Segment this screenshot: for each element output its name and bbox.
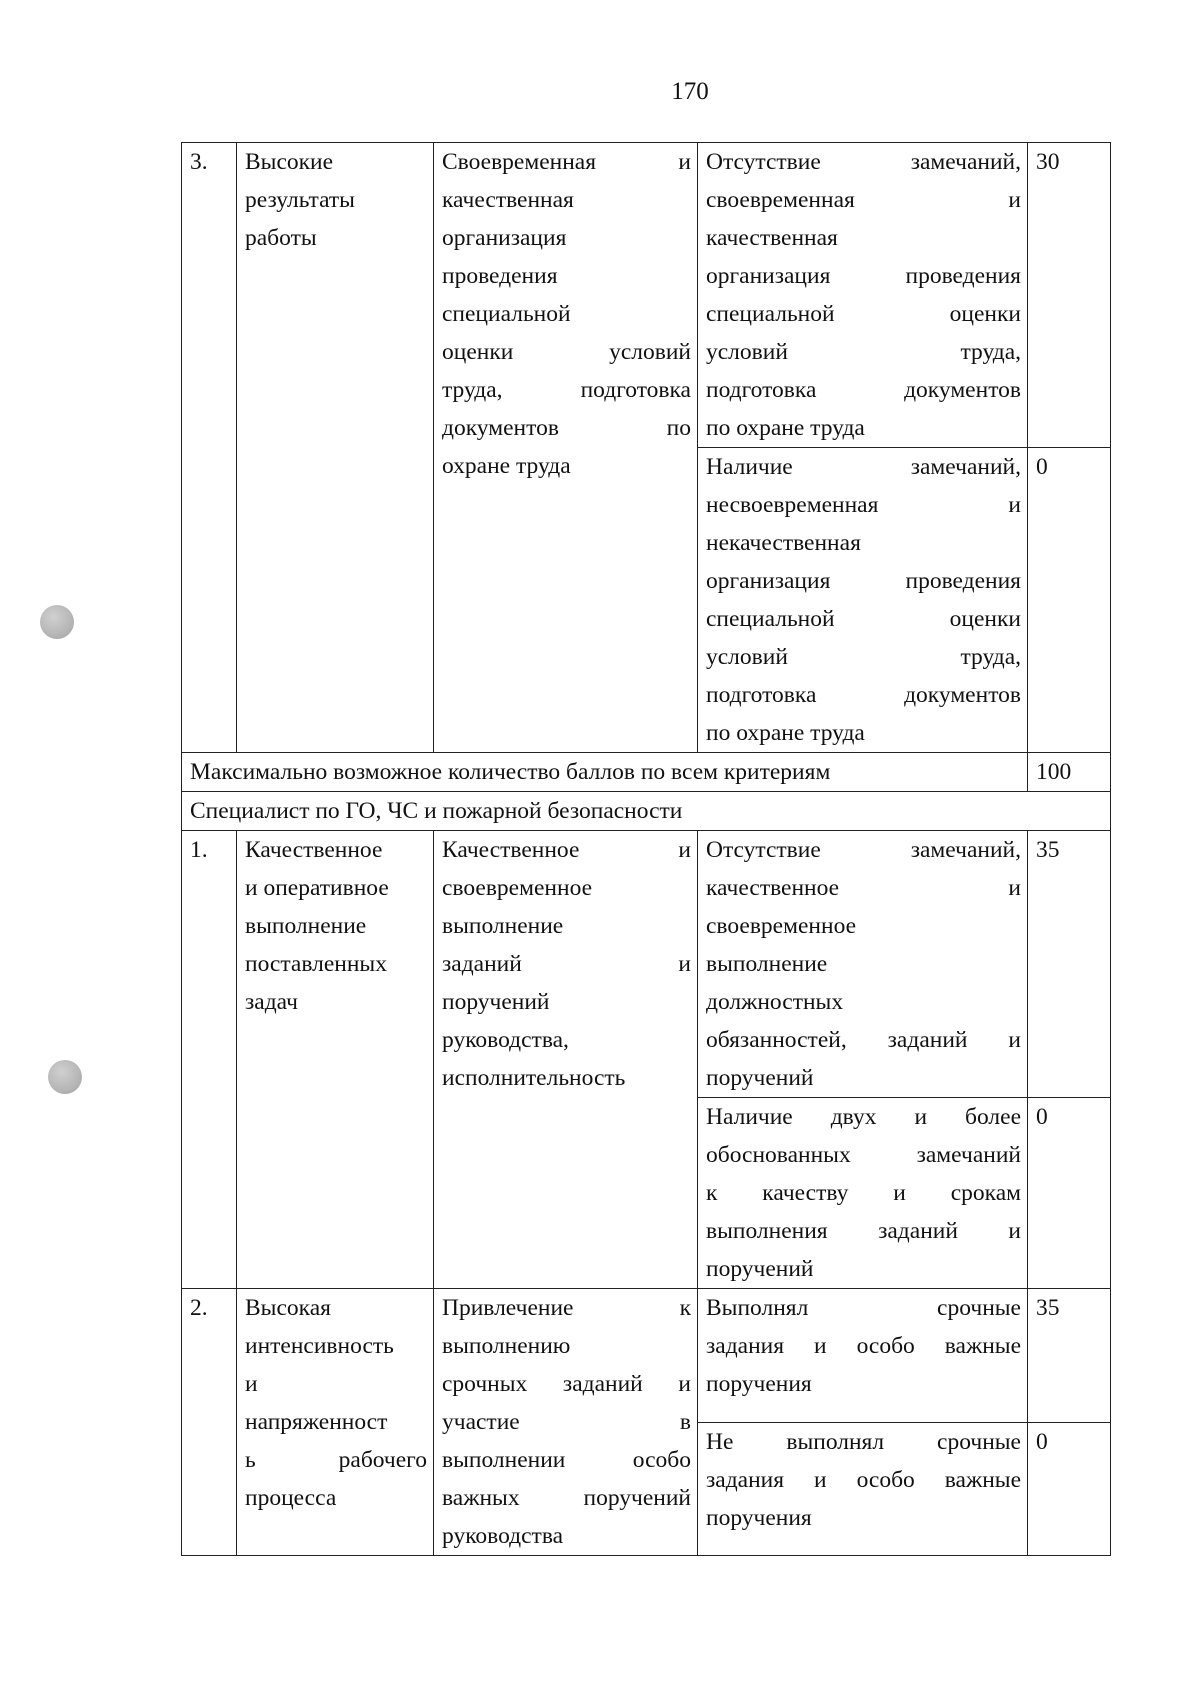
text-line: подготовка документов — [706, 377, 1021, 403]
text-line: участие в — [442, 1409, 691, 1435]
row-number: 1. — [182, 831, 237, 1289]
text-line: качественное и — [706, 875, 1021, 901]
criteria-table — [181, 142, 1111, 1556]
text-line: руководства — [442, 1523, 564, 1549]
score-cell: 35 — [1028, 1289, 1111, 1423]
condition-cell — [698, 143, 1028, 448]
score-cell: 0 — [1028, 1422, 1111, 1556]
text-line: выполнению — [442, 1333, 571, 1359]
max-score-label: Максимально возможное количество баллов по всем критериям — [182, 753, 1028, 792]
condition-cell — [698, 1289, 1028, 1423]
text-line: выполнение — [442, 913, 564, 939]
text-line: поручений — [706, 1256, 814, 1282]
score-cell: 0 — [1028, 448, 1111, 753]
text-line: и оперативное — [245, 875, 389, 901]
text-line: Привлечение к — [442, 1295, 691, 1321]
criterion-name — [237, 1289, 434, 1556]
text-line: некачественная — [706, 530, 861, 556]
text-line: выполнение — [706, 951, 828, 977]
criterion-indicator — [434, 143, 698, 753]
text-line: задания и особо важные — [706, 1466, 1021, 1493]
text-line: поручений — [442, 989, 550, 1015]
text-line: Качественное и — [442, 837, 691, 863]
text-line: и — [245, 1371, 258, 1397]
table-row — [182, 831, 1111, 1098]
text-line: специальной — [442, 301, 571, 327]
text-line: интенсивность — [245, 1333, 394, 1359]
condition-cell — [698, 448, 1028, 753]
text-line: напряженност — [245, 1409, 388, 1435]
table-row — [182, 1289, 1111, 1423]
punch-hole-mark — [40, 605, 74, 639]
text-line: условий труда, — [706, 644, 1021, 670]
text-line: качественная — [442, 187, 574, 213]
text-line: к качеству и срокам — [706, 1180, 1021, 1206]
text-line: заданий и — [442, 951, 691, 977]
table-row — [182, 753, 1111, 792]
text-line: Выполнял срочные — [706, 1295, 1021, 1321]
text-line: исполнительность — [442, 1065, 626, 1091]
section-title: Специалист по ГО, ЧС и пожарной безопасности — [182, 792, 1111, 831]
max-score-value: 100 — [1028, 753, 1111, 792]
text-line: охране труда — [442, 453, 571, 479]
text-line: срочных заданий и — [442, 1371, 691, 1397]
text-line: обязанностей, заданий и — [706, 1027, 1021, 1053]
text-line: документов по — [442, 415, 691, 441]
text-line: поручения — [706, 1504, 812, 1531]
score-cell: 30 — [1028, 143, 1111, 448]
text-line: руководства, — [442, 1027, 569, 1053]
text-line: обоснованных замечаний — [706, 1142, 1021, 1168]
text-line: Наличие замечаний, — [706, 454, 1021, 480]
text-line: Высокая — [245, 1295, 331, 1321]
text-line: процесса — [245, 1485, 337, 1511]
criterion-indicator — [434, 1289, 698, 1556]
text-line: Отсутствие замечаний, — [706, 837, 1021, 863]
text-line: своевременное — [442, 875, 593, 901]
text-line: условий труда, — [706, 339, 1021, 365]
text-line: Отсутствие замечаний, — [706, 149, 1021, 175]
text-line: Своевременная и — [442, 149, 691, 175]
text-line: выполнение — [245, 913, 367, 939]
text-line: должностных — [706, 989, 844, 1015]
text-line: поручения — [706, 1371, 812, 1397]
text-line: выполнении особо — [442, 1447, 691, 1473]
criterion-name — [237, 143, 434, 753]
score-cell: 35 — [1028, 831, 1111, 1098]
text-line: результаты — [245, 187, 355, 213]
text-line: проведения — [442, 263, 558, 289]
score-cell: 0 — [1028, 1098, 1111, 1289]
text-line: оценки условий — [442, 339, 691, 365]
condition-cell — [698, 831, 1028, 1098]
text-line: Качественное — [245, 837, 383, 863]
text-line: труда, подготовка — [442, 377, 691, 403]
text-line: специальной оценки — [706, 606, 1021, 632]
text-line: ь рабочего — [245, 1447, 427, 1473]
text-line: важных поручений — [442, 1485, 691, 1511]
row-number: 2. — [182, 1289, 237, 1556]
text-line: работы — [245, 225, 317, 251]
text-line: организация проведения — [706, 263, 1021, 289]
row-number: 3. — [182, 143, 237, 753]
text-line: организация проведения — [706, 568, 1021, 594]
text-line: по охране труда — [706, 720, 865, 746]
criterion-indicator — [434, 831, 698, 1289]
text-line: несвоевременная и — [706, 492, 1021, 518]
table-row — [182, 792, 1111, 831]
text-line: выполнения заданий и — [706, 1218, 1021, 1244]
text-line: организация — [442, 225, 567, 251]
table-row — [182, 143, 1111, 448]
condition-cell — [698, 1098, 1028, 1289]
punch-hole-mark — [48, 1060, 82, 1094]
text-line: специальной оценки — [706, 301, 1021, 327]
page-number: 170 — [671, 78, 709, 105]
text-line: подготовка документов — [706, 682, 1021, 708]
text-line: поручений — [706, 1065, 814, 1091]
text-line: задач — [245, 989, 298, 1015]
text-line: задания и особо важные — [706, 1333, 1021, 1359]
text-line: по охране труда — [706, 415, 865, 441]
text-line: Наличие двух и более — [706, 1104, 1021, 1130]
text-line: Высокие — [245, 149, 334, 175]
condition-cell — [698, 1422, 1028, 1556]
text-line: поставленных — [245, 951, 387, 977]
text-line: качественная — [706, 225, 838, 251]
text-line: своевременное — [706, 913, 857, 939]
criterion-name — [237, 831, 434, 1289]
text-line: Не выполнял срочные — [706, 1428, 1021, 1455]
text-line: своевременная и — [706, 187, 1021, 213]
